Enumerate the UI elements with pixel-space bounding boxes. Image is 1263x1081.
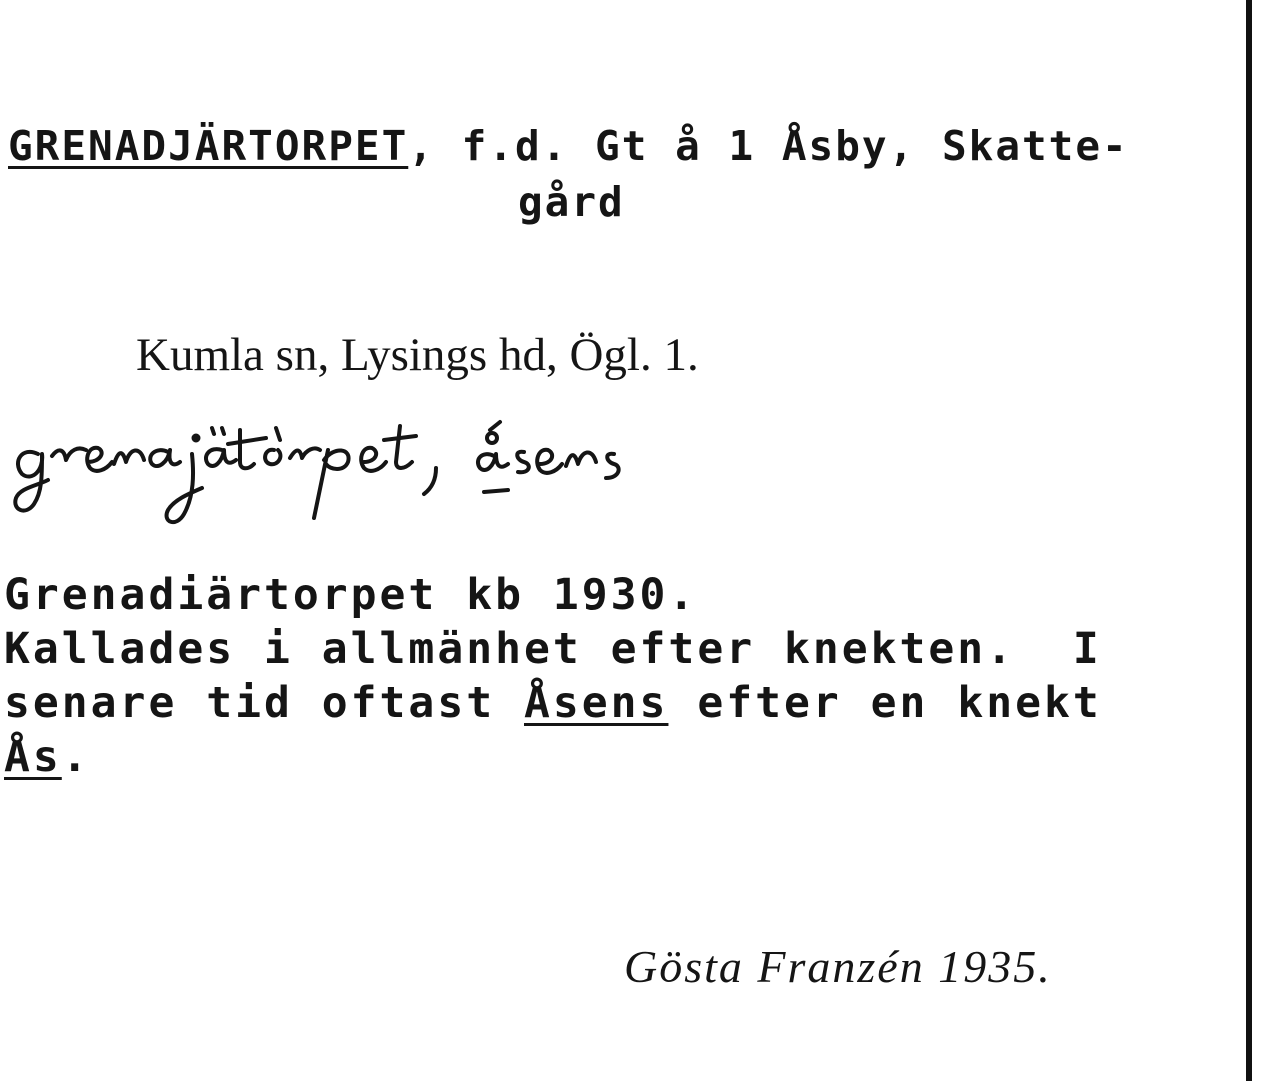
- card-edge-line: [1246, 0, 1252, 1081]
- as-name: Ås: [4, 732, 62, 782]
- body-line-3: [4, 678, 1102, 728]
- heading-continuation: gård: [518, 178, 625, 226]
- body-line-4: [4, 732, 91, 782]
- heading-line: [8, 122, 1129, 170]
- asens-name: Åsens: [524, 678, 669, 728]
- heading-rest: , f.d. Gt å 1 Åsby, Skatte-: [408, 122, 1129, 170]
- body-line-3-start: senare tid oftast: [4, 678, 524, 728]
- place-line: Kumla sn, Lysings hd, Ögl. 1.: [136, 329, 699, 381]
- body-line-2: Kallades i allmänhet efter knekten. I: [4, 624, 1102, 674]
- signature: Gösta Franzén 1935.: [624, 941, 1052, 992]
- handwritten-note: [8, 404, 828, 528]
- heading-name: GRENADJÄRTORPET: [8, 122, 409, 170]
- body-line-1: Grenadiärtorpet kb 1930.: [4, 570, 698, 620]
- body-line-3-end: efter en knekt: [668, 678, 1102, 728]
- body-line-4-end: .: [61, 732, 91, 782]
